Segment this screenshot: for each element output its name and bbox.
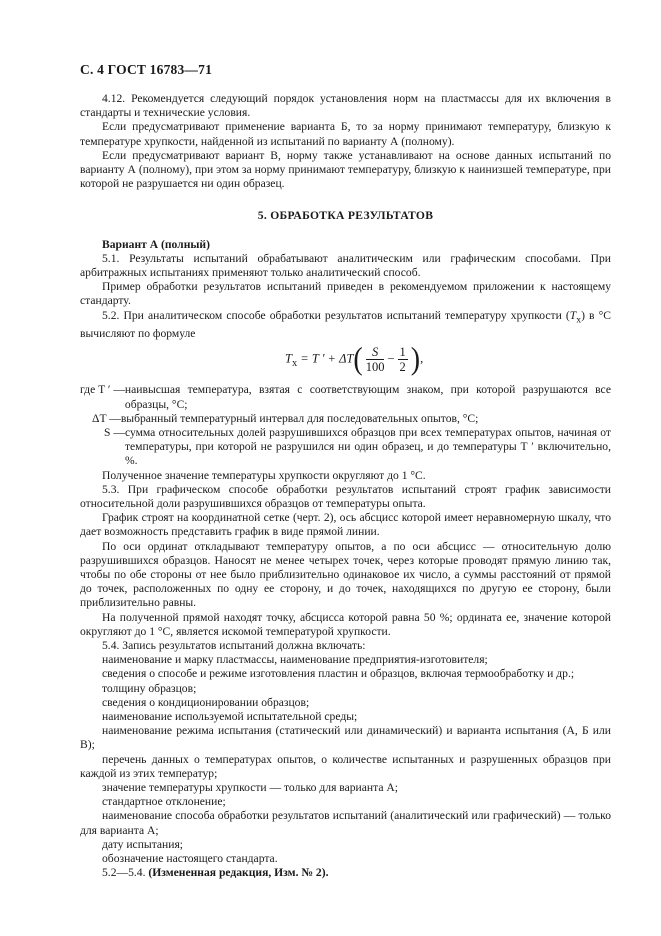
- formula-num-1: 1: [399, 345, 406, 360]
- document-body: [80, 92, 611, 880]
- definition-text: наивысшая температура, взятая с соответствующим знаком, при которой разрушаются все образцы, °С;: [124, 383, 611, 411]
- formula-tail: ,: [420, 351, 424, 366]
- amendment-note: [80, 866, 611, 880]
- formula-lhs: T: [285, 351, 292, 366]
- definition-text: сумма относительных долей разрушившихся образцов при всех температурах опытов, начиная от температуры, при которой не разрушился ни один образец, и до температуры T ′ включительно, %.: [124, 425, 611, 468]
- paragraph-variant-v: Если предусматривают вариант В, норму также устанавливают на основе данных испытаний по варианту А (полному), при этом за норму принимают температуру, близкую к наинизшей температуре, при которой не разрушается ни один образец.: [80, 148, 611, 191]
- formula-den-100: 100: [365, 360, 385, 375]
- tx-subscript: x: [576, 313, 582, 325]
- formula-den-2: 2: [399, 360, 406, 375]
- paragraph-5-3: 5.3. При графическом способе обработки результатов испытаний строят график зависимости относительной доли разрушившихся образцов от температуры опыта.: [80, 482, 611, 510]
- variant-a-heading: Вариант А (полный): [102, 237, 210, 251]
- amendment-clauses: 5.2—5.4.: [102, 866, 149, 880]
- paragraph-5-3-result: На полученной прямой находят точку, абсцисса которой равна 50 %; ордината ее, значение которой округляют до 1 °С, является искомой температурой хрупкости.: [80, 610, 611, 638]
- list-item: обозначение настоящего стандарта.: [102, 852, 278, 866]
- paragraph-5-2-start: 5.2. При аналитическом способе обработки результатов испытаний температуру хрупкости (: [102, 308, 570, 322]
- definition-term: где T ′ —: [80, 383, 125, 397]
- paragraph-5-2: [80, 309, 611, 342]
- section-title: 5. ОБРАБОТКА РЕЗУЛЬТАТОВ: [257, 209, 434, 223]
- list-item: наименование режима испытания (статический или динамический) и варианта испытания (А, Б или В);: [80, 724, 611, 752]
- formula-fraction-1-2: [398, 345, 408, 374]
- list-item: наименование используемой испытательной среды;: [102, 710, 358, 724]
- definition-t-prime: [80, 383, 611, 411]
- paragraph-5-3-grid: График строят на координатной сетке (черт. 2), ось абсцисс которой имеет неравномерную шкалу, что дает возможность представить график в виде прямой линии.: [80, 511, 611, 539]
- formula: $T_x = T$ ′ + ΔT( $\frac{S}{100}$ − $\frac{1}{2}$ ),: [285, 341, 424, 378]
- definition-delta-t: [80, 412, 611, 426]
- formula-lhs-subscript: x: [291, 358, 298, 370]
- list-item: значение температуры хрупкости — только для варианта А;: [102, 781, 398, 795]
- paragraph-rounding: Полученное значение температуры хрупкости округляют до 1 °С.: [102, 468, 426, 482]
- formula-fraction-s-100: [366, 345, 385, 374]
- paragraph-5-3-axes: По оси ординат откладывают температуру опытов, а по оси абсцисс — относительную долю разрушившихся образцов. Наносят не менее четырех точек, через которые проводят прямую линию так, чтобы по обе стороны от нее было приблизительно одинаковое их число, а суммы расстояний от прямой до точек, расположенных по одну ее сторону, и до точек, находящихся по другую ее сторону, были приблизительно равны.: [80, 539, 611, 610]
- paragraph-5-1: 5.1. Результаты испытаний обрабатывают аналитическим или графическим способами. При арбитражных испытаниях применяют только аналитический способ.: [80, 251, 611, 280]
- definition-term: S —: [104, 425, 125, 439]
- list-item: наименование и марку пластмассы, наименование предприятия-изготовителя;: [102, 653, 488, 667]
- amendment-text: (Измененная редакция, Изм. № 2).: [148, 866, 329, 880]
- paragraph-4-12: 4.12. Рекомендуется следующий порядок установления норм на пластмассы для их включения в стандарты и технические условия.: [80, 92, 611, 120]
- paragraph-5-1-example: Пример обработки результатов испытаний приведен в рекомендуемом приложении к настоящему стандарту.: [80, 280, 611, 308]
- page-header: С. 4 ГОСТ 16783—71: [80, 62, 213, 77]
- list-item: перечень данных о температурах опытов, о количестве испытанных и разрушенных образцов при каждой из этих температур;: [80, 752, 611, 780]
- paragraph-5-4: 5.4. Запись результатов испытаний должна включать:: [102, 639, 366, 653]
- list-item: сведения о кондиционировании образцов;: [102, 695, 310, 709]
- paragraph-5-2-end: ) в °С вычисляют по формуле: [80, 308, 611, 341]
- definition-text: выбранный температурный интервал для последовательных опытов, °С;: [120, 411, 479, 425]
- formula-eq: = T ′ + ΔT: [297, 351, 354, 366]
- tx-symbol: T: [569, 308, 577, 322]
- list-item: стандартное отклонение;: [102, 795, 226, 809]
- paragraph-variant-b: Если предусматривают применение варианта Б, то за норму принимают температуру, близкую к температуре хрупкости, найденной из испытаний по варианту А (полному).: [80, 120, 611, 148]
- formula-minus: −: [387, 351, 395, 366]
- list-item: толщину образцов;: [102, 681, 197, 695]
- list-item: сведения о способе и режиме изготовления пластин и образцов, включая термообработку и др.;: [102, 667, 575, 681]
- list-item: наименование способа обработки результатов испытаний (аналитический или графический) — только для варианта А;: [80, 809, 611, 837]
- definition-s: [80, 426, 611, 469]
- definition-term: ΔT —: [92, 411, 121, 425]
- list-item: дату испытания;: [102, 837, 184, 851]
- formula-num-s: S: [366, 345, 385, 360]
